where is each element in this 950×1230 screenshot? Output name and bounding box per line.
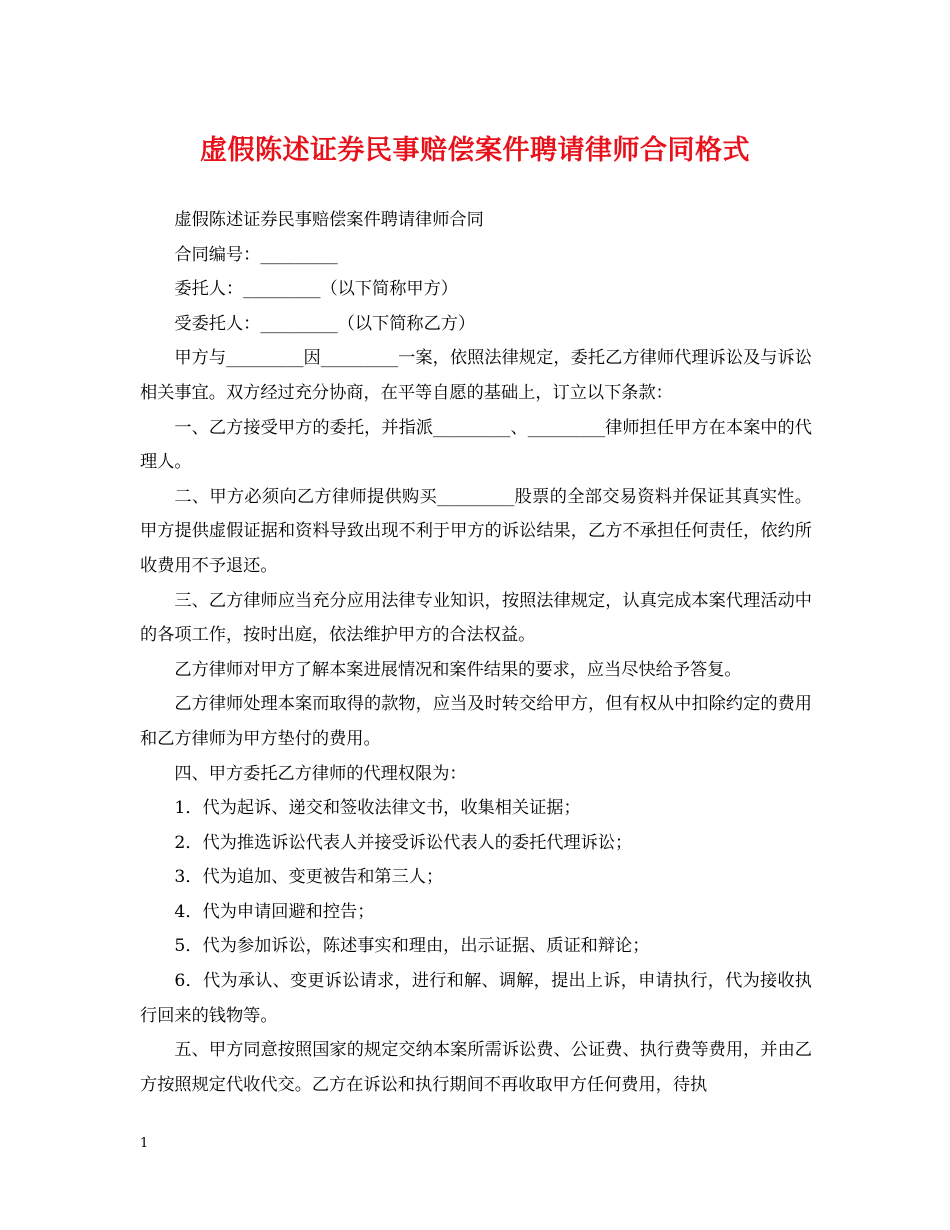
authority-item-6: 6．代为承认、变更诉讼请求，进行和解、调解，提出上诉，申请执行，代为接收执行回来的钱物等。	[140, 971, 812, 1026]
contract-name-line: 虚假陈述证券民事赔偿案件聘请律师合同	[174, 210, 484, 230]
clause-2: 二、甲方必须向乙方律师提供购买_________股票的全部交易资料并保证其真实性。甲方提供虚假证据和资料导致出现不利于甲方的诉讼结果，乙方不承担任何责任，依约所收费用不予退还。	[140, 486, 812, 576]
clause-1: 一、乙方接受甲方的委托，并指派_________、_________律师担任甲方在本案中的代理人。	[140, 417, 812, 473]
clause-3-reply: 乙方律师对甲方了解本案进展情况和案件结果的要求，应当尽快给予答复。	[174, 659, 742, 680]
page-number: 1	[140, 1136, 149, 1151]
authority-item-4: 4．代为申请回避和控告；	[174, 901, 375, 922]
clause-3: 三、乙方律师应当充分应用法律专业知识，按照法律规定，认真完成本案代理活动中的各项工作，按时出庭，依法维护甲方的合法权益。	[140, 590, 812, 646]
document-body	[140, 203, 812, 1102]
clause-3-funds: 乙方律师处理本案而取得的款物，应当及时转交给甲方，但有权从中扣除约定的费用和乙方律师为甲方垫付的费用。	[140, 694, 812, 749]
authority-item-2: 2．代为推选诉讼代表人并接受诉讼代表人的委托代理诉讼；	[174, 832, 633, 853]
agent-line: 受委托人：_________（以下简称乙方）	[174, 313, 476, 334]
contract-number-line: 合同编号：_________	[174, 244, 338, 265]
authority-item-3: 3．代为追加、变更被告和第三人；	[174, 867, 444, 888]
clause-5: 五、甲方同意按照国家的规定交纳本案所需诉讼费、公证费、执行费等费用，并由乙方按照规定代收代交。乙方在诉讼和执行期间不再收取甲方任何费用，待执	[140, 1040, 812, 1095]
preamble-paragraph: 甲方与_________因_________一案，依照法律规定，委托乙方律师代理诉讼及与诉讼相关事宜。双方经过充分协商，在平等自愿的基础上，订立以下条款：	[140, 348, 812, 403]
client-line: 委托人：_________（以下简称甲方）	[174, 279, 458, 300]
authority-item-5: 5．代为参加诉讼，陈述事实和理由，出示证据、质证和辩论；	[174, 936, 650, 957]
authority-item-1: 1．代为起诉、递交和签收法律文书，收集相关证据；	[174, 798, 581, 819]
document-title: 虚假陈述证券民事赔偿案件聘请律师合同格式	[200, 135, 750, 166]
clause-4: 四、甲方委托乙方律师的代理权限为：	[174, 763, 467, 784]
